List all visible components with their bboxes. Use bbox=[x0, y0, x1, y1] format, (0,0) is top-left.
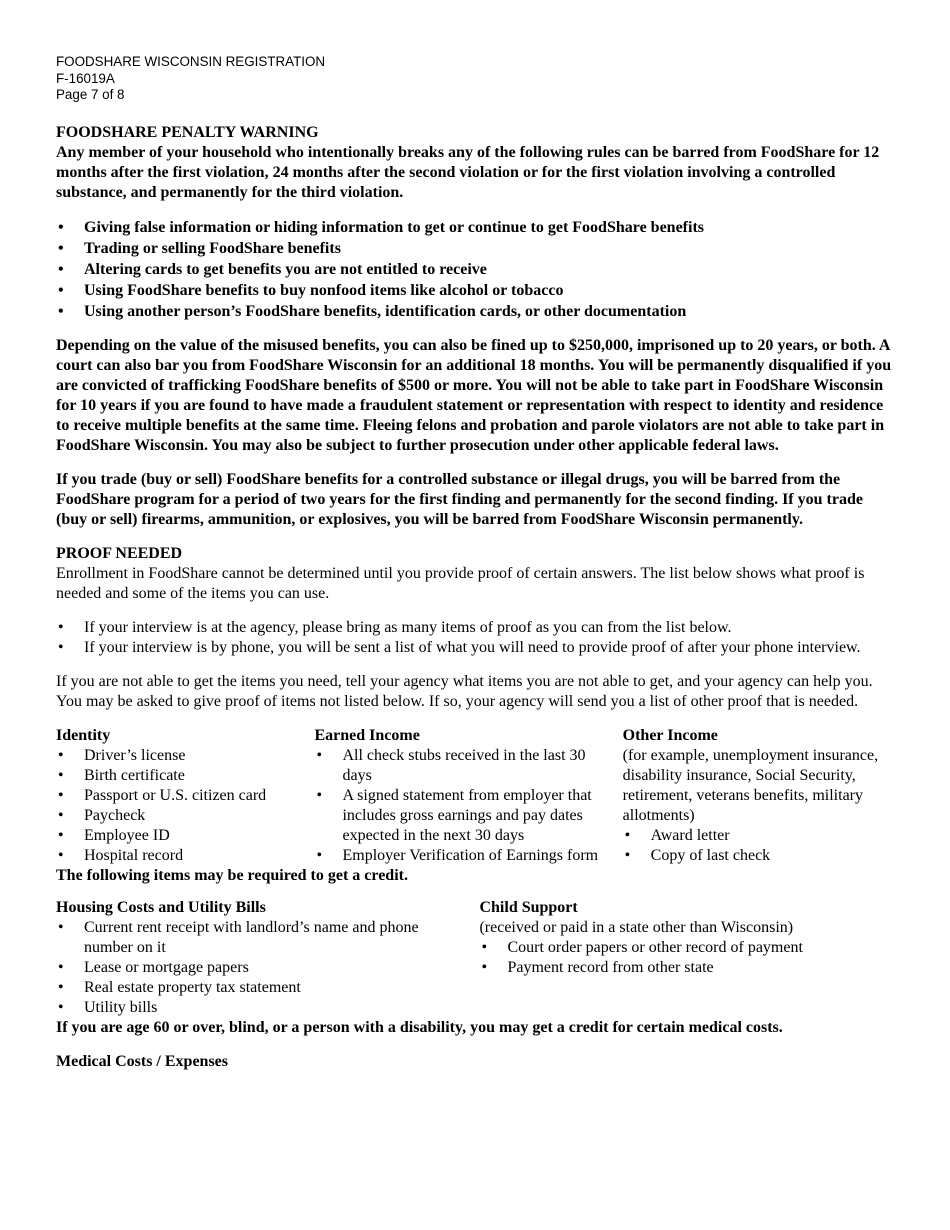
housing-list bbox=[56, 918, 479, 1018]
list-item: • Using FoodShare benefits to buy nonfood items like alcohol or tobacco bbox=[56, 280, 896, 301]
list-item: • Employer Verification of Earnings form bbox=[314, 846, 602, 866]
child-support-title: Child Support bbox=[479, 898, 578, 916]
housing-title: Housing Costs and Utility Bills bbox=[56, 898, 266, 916]
list-item: • Giving false information or hiding information to get or continue to get FoodShare benefits bbox=[56, 217, 896, 238]
list-item: • Altering cards to get benefits you are not entitled to receive bbox=[56, 259, 896, 280]
list-item: • If your interview is by phone, you will be sent a list of what you will need to provide proof of after your phone interview. bbox=[56, 638, 896, 658]
child-support-list bbox=[479, 938, 896, 978]
page-number: Page 7 of 8 bbox=[56, 87, 125, 102]
housing-column bbox=[56, 898, 479, 1018]
other-income-title: Other Income bbox=[622, 726, 718, 744]
penalty-paragraph-trade: If you trade (buy or sell) FoodShare benefits for a controlled substance or illegal drugs, you will be barred from the FoodShare program for a period of two years for the first finding and permanently for the second finding. If you trade (buy or sell) firearms, ammunition, or explosives, you will be barred from FoodShare Wisconsin permanently. bbox=[56, 470, 863, 528]
list-item: • Payment record from other state bbox=[479, 958, 896, 978]
list-item: • A signed statement from employer that includes gross earnings and pay dates expected in the next 30 days bbox=[314, 786, 602, 846]
list-item: • Hospital record bbox=[56, 846, 314, 866]
list-item: • Birth certificate bbox=[56, 766, 314, 786]
list-item: • Current rent receipt with landlord’s name and phone number on it bbox=[56, 918, 449, 958]
list-item: • Lease or mortgage papers bbox=[56, 958, 449, 978]
list-item: • Court order papers or other record of payment bbox=[479, 938, 896, 958]
earned-income-title: Earned Income bbox=[314, 726, 420, 744]
proof-intro: Enrollment in FoodShare cannot be determined until you provide proof of certain answers. The list below shows what proof is needed and some of the items you can use. bbox=[56, 564, 865, 602]
child-support-note: (received or paid in a state other than Wisconsin) bbox=[479, 918, 794, 936]
list-item: • Using another person’s FoodShare benefits, identification cards, or other documentation bbox=[56, 301, 896, 322]
list-item: • Paycheck bbox=[56, 806, 314, 826]
list-item: • Driver’s license bbox=[56, 746, 314, 766]
identity-list bbox=[56, 746, 314, 866]
list-item: • Trading or selling FoodShare benefits bbox=[56, 238, 896, 259]
penalty-intro: Any member of your household who intentionally breaks any of the following rules can be barred from FoodShare for 12 months after the first violation, 24 months after the second violation or for the first violation involving a controlled substance, and permanently for the third violation. bbox=[56, 143, 880, 201]
penalty-title: FOODSHARE PENALTY WARNING bbox=[56, 123, 319, 141]
list-item: • Award letter bbox=[623, 826, 896, 846]
proof-list bbox=[56, 618, 896, 658]
child-support-column bbox=[479, 898, 896, 1018]
form-header bbox=[56, 54, 896, 104]
identity-title: Identity bbox=[56, 726, 111, 744]
proof-paragraph: If you are not able to get the items you need, tell your agency what items you are not able to get, and your agency can help you. You may be asked to give proof of items not listed below. If so, your agency will send you a list of other proof that is needed. bbox=[56, 672, 873, 710]
other-income-note: (for example, unemployment insurance, disability insurance, Social Security, retirement, veterans benefits, military allotments) bbox=[622, 746, 879, 824]
other-income-list bbox=[623, 826, 896, 866]
other-income-column bbox=[623, 726, 896, 866]
list-item: • Copy of last check bbox=[623, 846, 896, 866]
proof-title: PROOF NEEDED bbox=[56, 544, 183, 562]
penalty-list bbox=[56, 217, 896, 322]
medical-note: If you are age 60 or over, blind, or a person with a disability, you may get a credit for certain medical costs. bbox=[56, 1018, 783, 1036]
form-number: F-16019A bbox=[56, 70, 115, 86]
penalty-paragraph-fines: Depending on the value of the misused benefits, you can also be fined up to $250,000, imprisoned up to 20 years, or both. A court can also bar you from FoodShare Wisconsin for an additional 18 months. You will be permanently disqualified if you are convicted of trafficking FoodShare benefits of $500 or more. You will not be able to take part in FoodShare Wisconsin for 10 years if you are found to have made a fraudulent statement or representation with respect to identity and residence to receive multiple benefits at the same time. Fleeing felons and probation and parole violators are not able to take part in FoodShare Wisconsin. You may also be subject to further prosecution under other applicable federal laws. bbox=[56, 336, 892, 454]
list-item: • Passport or U.S. citizen card bbox=[56, 786, 314, 806]
list-item: • If your interview is at the agency, please bring as many items of proof as you can from the list below. bbox=[56, 618, 896, 638]
proof-columns bbox=[56, 726, 896, 866]
earned-income-column bbox=[314, 726, 622, 866]
earned-income-list bbox=[314, 746, 622, 866]
form-name: FOODSHARE WISCONSIN REGISTRATION bbox=[56, 54, 326, 69]
list-item: • Real estate property tax statement bbox=[56, 978, 449, 998]
document-page bbox=[56, 54, 896, 1072]
credit-note: The following items may be required to get a credit. bbox=[56, 866, 408, 884]
identity-column bbox=[56, 726, 314, 866]
credit-columns bbox=[56, 898, 896, 1018]
list-item: • Utility bills bbox=[56, 998, 449, 1018]
list-item: • All check stubs received in the last 30 days bbox=[314, 746, 602, 786]
list-item: • Employee ID bbox=[56, 826, 314, 846]
medical-title: Medical Costs / Expenses bbox=[56, 1052, 228, 1070]
